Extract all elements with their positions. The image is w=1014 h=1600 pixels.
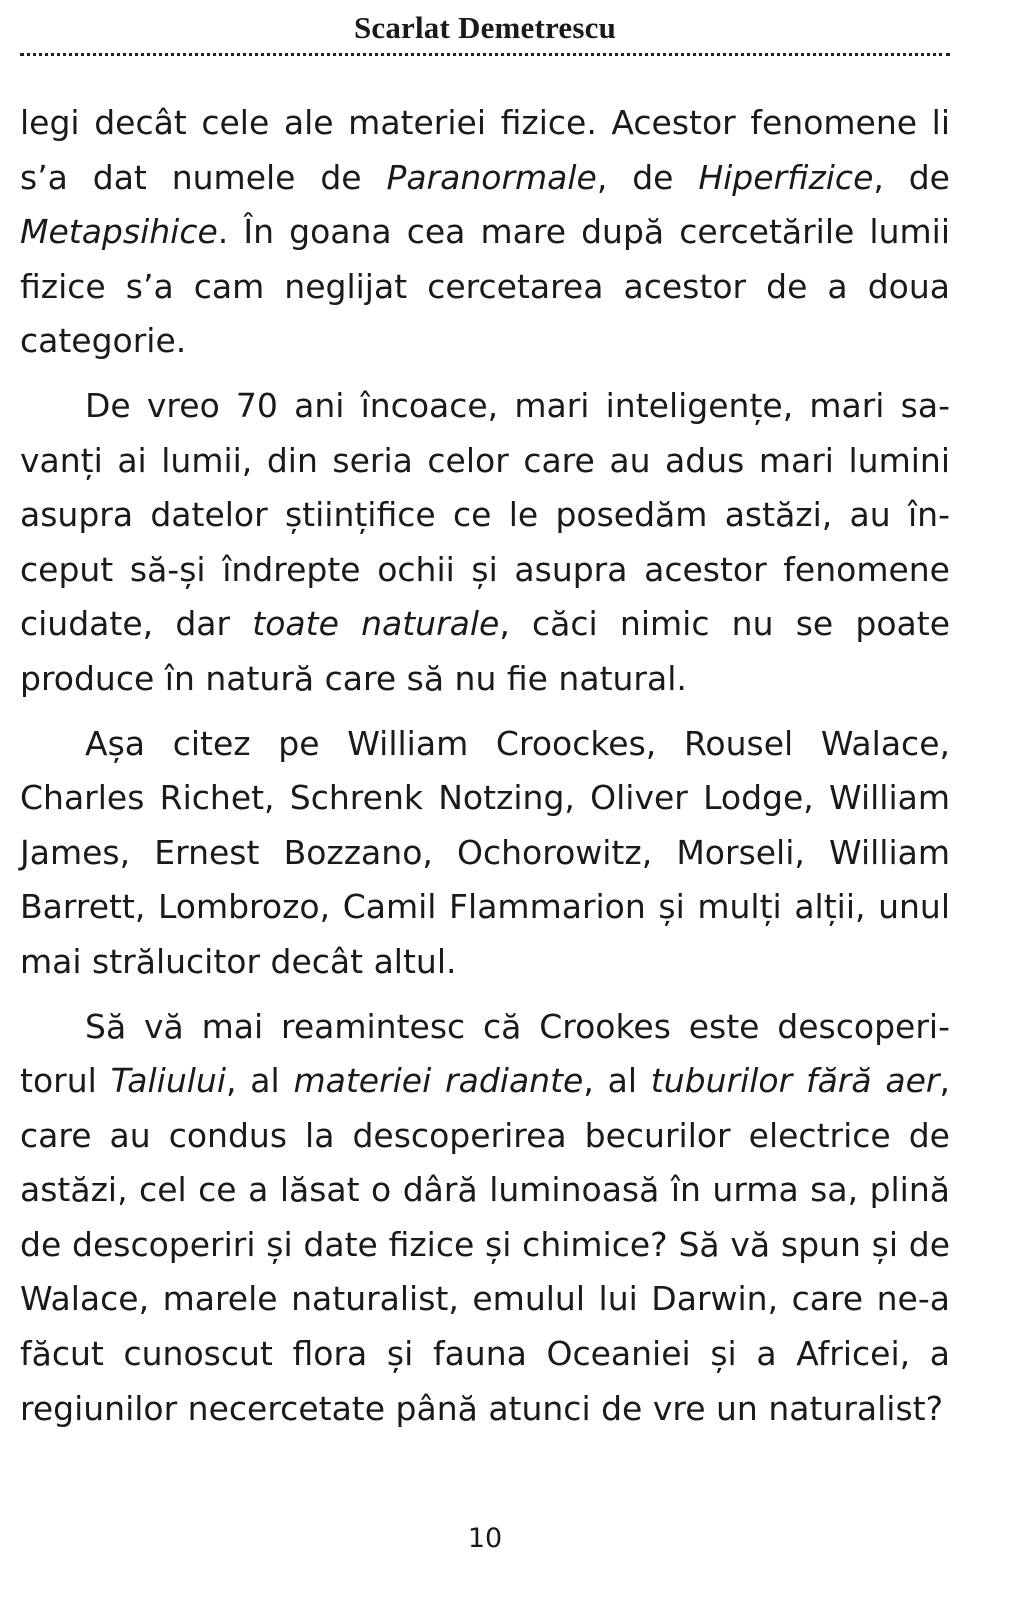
italic-text-run: tuburilor fără aer xyxy=(650,1061,940,1101)
text-run: De vreo 70 ani încoace, mari inteligențe, mari savanți ai lumii, din seria celor care au adus mari lumini asupra datelor științifice ce le posedăm astăzi, au început să-și îndrepte ochii și asupra acestor fenomene ciudate, dar xyxy=(20,385,950,644)
header-title: Scarlat Demetrescu xyxy=(353,10,617,45)
page-number: 10 xyxy=(467,1523,503,1554)
text-run: . În goana cea mare după cercetările lumii fizice s’a cam neglijat cercetarea acestor de a doua categorie. xyxy=(20,212,950,361)
italic-text-run: toate naturale xyxy=(252,604,500,644)
text-run: , al xyxy=(226,1061,294,1101)
body-text xyxy=(20,96,950,1446)
italic-text-run: Metapsihice xyxy=(20,212,218,252)
text-run: , de xyxy=(873,157,950,197)
paragraph-2 xyxy=(20,379,950,707)
text-run: legi decât cele ale materiei fizice. Acestor fenomene li s’a dat numele de xyxy=(20,103,950,197)
text-run: , căci nimic nu se poate produce în natură care să nu fie natural. xyxy=(20,604,950,698)
text-run: , de xyxy=(596,157,699,197)
paragraph-4 xyxy=(20,1000,950,1437)
italic-text-run: Paranormale xyxy=(386,157,597,197)
text-run: Așa citez pe William Croockes, Rousel Walace, Charles Richet, Schrenk Notzing, Oliver Lodge, William James, Ernest Bozzano, Ochorowitz, Morseli, William Barrett, Lombrozo, Camil Flammarion și mulți alții, unul mai strălucitor decât altul. xyxy=(20,723,950,981)
text-run: , care au condus la descoperirea becurilor electrice de astăzi, cel ce a lăsat o dâră luminoasă în urma sa, plină de descoperiri și date fizice și chimice? Să vă spun și de Walace, marele naturalist, emulul lui Darwin, care ne-a făcut cunoscut flora și fauna Oceaniei și a Africei, a regiunilor necercetate până atunci de vre un naturalist? xyxy=(20,1061,950,1428)
text-run: , al xyxy=(583,1061,651,1101)
italic-text-run: materiei radiante xyxy=(293,1061,584,1101)
running-header xyxy=(20,10,950,46)
paragraph-3 xyxy=(20,717,950,990)
header-dotted-rule xyxy=(20,53,950,56)
text-run: Să vă mai reamintesc că Crookes este descoperitorul xyxy=(20,1006,950,1101)
paragraph-1 xyxy=(20,96,950,369)
italic-text-run: Hiperfizice xyxy=(698,157,874,197)
italic-text-run: Taliului xyxy=(110,1061,226,1101)
